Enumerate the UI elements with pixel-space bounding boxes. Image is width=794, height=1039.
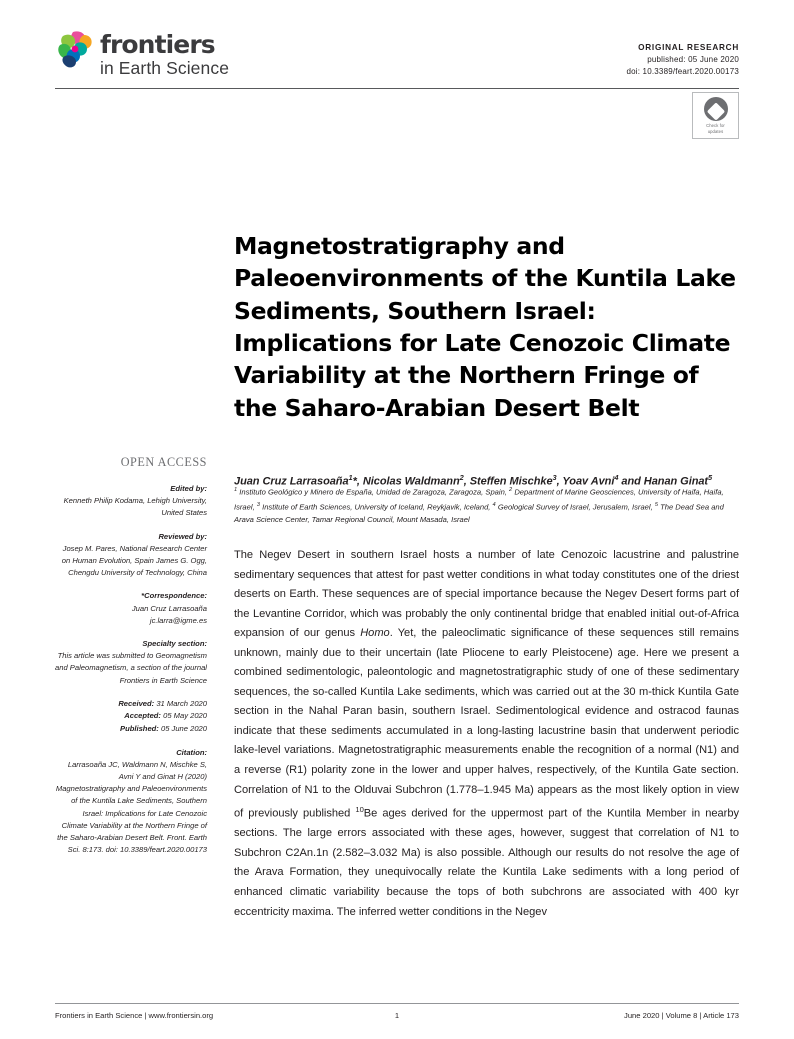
- footer-page-number: 1: [394, 1011, 400, 1020]
- citation-value: Larrasoaña JC, Waldmann N, Mischke S, Avni Y and Ginat H (2020) Magnetostratigraphy and Paleoenvironments of the Kuntila Lake Sediments, Southern Israel: Implications for Late Cenozoic Climate Variability at the Northern Fringe of the Saharo-Arabian Desert Belt. Front. Earth Sci. 8:173. doi: 10.3389/feart.2020.00173: [55, 759, 207, 855]
- published-date-label: published: 05 June 2020: [647, 54, 739, 64]
- specialty-section-block: [55, 638, 207, 687]
- logo-journal-label: in Earth Science: [100, 58, 230, 78]
- received-label: Received:: [118, 698, 155, 708]
- specialty-value: This article was submitted to Geomagnetism and Paleomagnetism, a section of the journal Frontiers in Earth Science: [55, 651, 207, 685]
- logo-brand-label: frontiers: [100, 30, 215, 59]
- correspondence-block: [55, 590, 207, 627]
- author-list: Juan Cruz Larrasoaña$^1$*, Nicolas Waldmann$^2$, Steffen Mischke$^3$, Yoav Avni$^4$ and Hanan Ginat$^5$: [234, 473, 713, 488]
- published-row: [55, 723, 207, 736]
- article-dates-block: [55, 698, 207, 736]
- accepted-value: 05 May 2020: [163, 711, 207, 721]
- crossmark-icon: [704, 97, 728, 121]
- received-row: [55, 698, 207, 711]
- frontiers-logo-text: [100, 32, 229, 77]
- doi-label[interactable]: doi: 10.3389/feart.2020.00173: [626, 66, 739, 76]
- published-label: Published:: [120, 724, 159, 734]
- accepted-row: [55, 710, 207, 723]
- article-title: Magnetostratigraphy and Paleoenvironments of the Kuntila Lake Sediments, Southern Israel: Implications for Late Cenozoic Climate Variability at the Northern Fringe of the Saharo-Arabian Desert Belt: [234, 231, 736, 422]
- crossmark-label: Check for updates: [706, 123, 725, 134]
- abstract-text: The Negev Desert in southern Israel hosts a number of late Cenozoic lacustrine and palustrine sedimentary sequences that attest for past wetter conditions in what today constitutes one of the driest deserts on Earth. These sequences are of special importance because the Negev Desert forms part of the Levantine Corridor, which was probably the only continental bridge that enabled initial out-of-Africa expansion of our genus Homo. Yet, the paleoclimatic significance of these sequences still remains unknown, mainly due to their uncertain (late Pliocene to early Pleistocene) age. Here we present a combined sedimentologic, paleontologic and magnetostratigraphic study of one of these sedimentary sequences, the so-called Kuntila Lake sediments, which was carried out at the 30 m-thick Kuntila Gate section in the Nahal Paran basin, southern Israel. Sedimentological evidence and ostracod faunas indicate that these sediments accumulated in a long-lasting lacustrine basin that underwent periodic lake-level variations. Magnetostratigraphic measurements enable the recognition of a normal (N1) and a reverse (R1) polarity zone in the lower and upper halves, respectively, of the Kuntila Gate section. Correlation of N1 to the Olduvai Subchron (1.778–1.945 Ma) appears as the most likely option in view of previously published $^{10}$Be ages derived for the uppermost part of the Kuntila Member in nearby sections. The large errors associated with these ages, however, suggest that correlation of N1 to Subchron C2An.1n (2.582–3.032 Ma) is also possible. Although our results do not resolve the age of the Arava Formation, they unequivocally relate the Kuntila Lake sediments with a long period of enhanced climatic variability because the tops of both subchrons are associated with 400 kyr eccentricity maxima. The inferred wetter conditions in the Negev: [234, 549, 740, 918]
- specialty-label: Specialty section:: [142, 639, 207, 649]
- header-meta: [626, 42, 739, 78]
- reviewed-by-label: Reviewed by:: [158, 531, 207, 541]
- footer-divider: [55, 1003, 739, 1004]
- correspondence-label: *Correspondence:: [141, 591, 207, 601]
- journal-masthead: [55, 28, 739, 88]
- edited-by-block: [55, 483, 207, 520]
- citation-block: [55, 747, 207, 857]
- open-access-label: OPEN ACCESS: [120, 455, 207, 469]
- correspondence-email[interactable]: jc.larra@igme.es: [149, 615, 207, 625]
- reviewed-by-value: Josep M. Pares, National Research Center on Human Evolution, Spain James G. Ogg, Chengdu University of Technology, China: [61, 543, 207, 578]
- edited-by-value: Kenneth Philip Kodama, Lehigh University, United States: [63, 496, 207, 518]
- published-value: 05 June 2020: [160, 724, 207, 734]
- footer-issue-info: June 2020 | Volume 8 | Article 173: [624, 1011, 740, 1020]
- correspondence-name: Juan Cruz Larrasoaña: [131, 603, 207, 613]
- header-divider: [55, 88, 739, 89]
- accepted-label: Accepted:: [124, 711, 161, 721]
- frontiers-logo-icon: [55, 28, 95, 70]
- article-type-label: ORIGINAL RESEARCH: [638, 43, 739, 52]
- edited-by-label: Edited by:: [170, 484, 207, 493]
- page-footer: [55, 1011, 739, 1020]
- reviewed-by-block: [55, 531, 207, 580]
- received-value: 31 March 2020: [156, 698, 207, 708]
- frontiers-logo[interactable]: [55, 28, 229, 77]
- footer-journal-link[interactable]: Frontiers in Earth Science | www.frontiersin.org: [55, 1011, 214, 1020]
- article-sidebar: [55, 455, 207, 867]
- citation-label: Citation:: [176, 747, 207, 757]
- affiliation-list: $^1$ Instituto Geológico y Minero de España, Unidad de Zaragoza, Zaragoza, Spain, $^2$ Department of Marine Geosciences, University of Haifa, Haifa, Israel, $^3$ Institute of Earth Sciences, University of Iceland, Reykjavik, Iceland, $^4$ Geological Survey of Israel, Jerusalem, Israel, $^5$ The Dead Sea and Arava Science Center, Tamar Regional Council, Mount Masada, Israel: [234, 487, 724, 524]
- crossmark-badge[interactable]: [692, 92, 739, 139]
